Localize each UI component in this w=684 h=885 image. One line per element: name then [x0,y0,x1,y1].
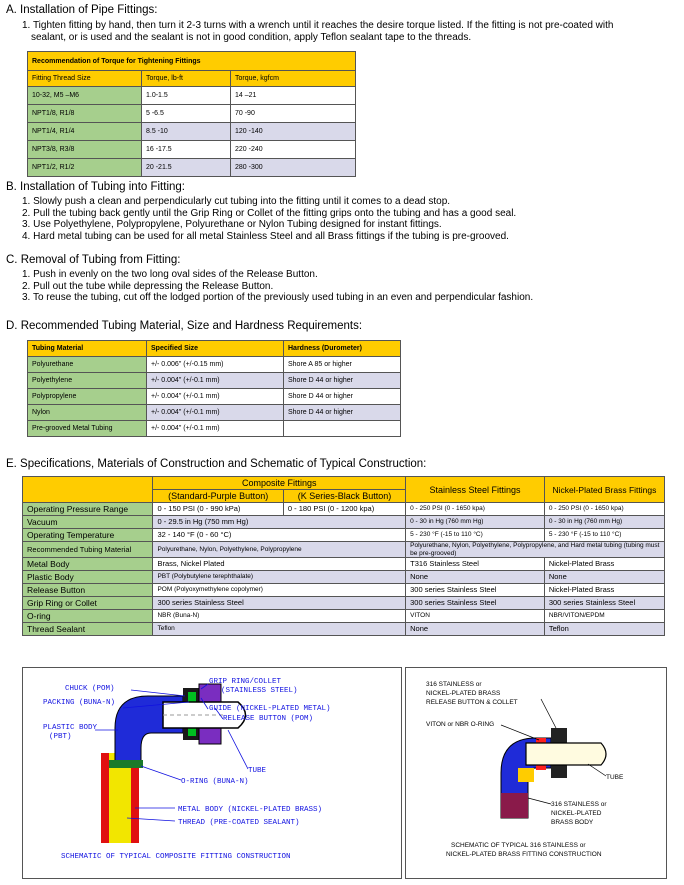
section-a-text [22,20,613,43]
label-guide: GUIDE (NICKEL-PLATED METAL) [209,705,331,713]
table-cell: 280 -300 [231,159,356,177]
table-row [28,123,356,141]
table-cell: 300 series Stainless Steel [406,584,545,597]
table-cell: Shore A 85 or higher [284,357,401,373]
label-body-1: 316 STAINLESS or [551,801,607,808]
body-thread-shape [501,793,528,818]
table-cell: Nickel-Plated Brass [544,558,664,571]
section-a-line-1: 1. Tighten fitting by hand, then turn it 2-3 turns with a wrench until it reaches the desire torque listed. If the fitting is not pre-coated with [22,20,614,31]
table-cell: +/- 0.004" (+/-0.1 mm) [147,421,284,437]
table-cell [284,421,401,437]
section-b-list [22,196,516,242]
table-cell: 5 - 230 °F (-15 to 110 °C) [406,529,545,542]
table-row [23,584,665,597]
section-e-heading: E. Specifications, Materials of Construction and Schematic of Typical Construction: [6,458,427,470]
table-cell: 120 -140 [231,123,356,141]
label-body-3: BRASS BODY [551,819,594,826]
table-cell: Teflon [544,623,664,636]
label-chuck: CHUCK (POM) [65,685,115,693]
table-row [28,105,356,123]
table-cell: Shore D 44 or higher [284,405,401,421]
torque-col-header: Torque, lb-ft [142,71,231,87]
metal-fitting-diagram [405,667,667,879]
table-row [23,610,665,623]
list-item: 1. Slowly push a clean and perpendicularly cut tubing into the fitting until it comes to a dead stop. [22,196,451,207]
table-cell: Brass, Nickel Plated [153,558,406,571]
table-row [23,558,665,571]
label-plastic-pbt: (PBT) [49,733,72,741]
label-tube: TUBE [606,774,624,781]
table-cell: PBT (Polybutylene terephthalate) [153,571,406,584]
label-oring: O-RING (BUNA-N) [181,778,249,786]
stainless-header: Stainless Steel Fittings [406,477,545,503]
table-row [28,159,356,177]
table-cell: VITON [406,610,545,623]
table-cell: NBR (Buna-N) [153,610,406,623]
table-cell: T316 Stainless Steel [406,558,545,571]
section-c-heading: C. Removal of Tubing from Fitting: [6,254,181,266]
tubing-col-header: Tubing Material [28,341,147,357]
list-item: 4. Hard metal tubing can be used for all metal Stainless Steel and all Brass fittings if the tubing is pre-grooved. [22,230,509,242]
row-label: Operating Pressure Range [23,503,153,516]
table-cell: 300 series Stainless Steel [153,597,406,610]
table-row [28,87,356,105]
label-top-3: RELEASE BUTTON & COLLET [426,699,518,706]
table-cell: NBR/VITON/EPDM [544,610,664,623]
row-label: Release Button [23,584,153,597]
row-label: Grip Ring or Collet [23,597,153,610]
table-cell: Polyurethane, Nylon, Polyethylene, Polypropylene [153,542,406,558]
table-cell: 220 -240 [231,141,356,159]
table-cell: None [406,571,545,584]
section-c-list [22,269,533,304]
table-row [28,141,356,159]
table-row [23,623,665,636]
label-metal-body: METAL BODY (NICKEL-PLATED BRASS) [178,806,323,814]
label-top-2: NICKEL-PLATED BRASS [426,690,501,697]
row-label: Plastic Body [23,571,153,584]
label-tube: TUBE [248,767,267,775]
row-label: O-ring [23,610,153,623]
tubing-table [27,340,401,437]
label-release-button: RELEASE BUTTON (POM) [223,715,314,723]
metal-fitting-schematic [406,668,666,878]
torque-table [27,51,356,177]
table-cell: 10-32, M5 –M6 [28,87,142,105]
table-cell: Nylon [28,405,147,421]
table-cell: 300 series Stainless Steel [406,597,545,610]
table-row [23,529,665,542]
tubing-col-header: Specified Size [147,341,284,357]
table-cell: 1.0-1.5 [142,87,231,105]
table-cell: Shore D 44 or higher [284,373,401,389]
table-cell: 8.5 -10 [142,123,231,141]
table-cell: +/- 0.004" (+/-0.1 mm) [147,389,284,405]
list-item: 2. Pull the tubing back gently until the Grip Ring or Collet of the fitting grips onto the tubing and has a good seal. [22,207,517,219]
table-cell: 0 - 30 in Hg (760 mm Hg) [406,516,545,529]
table-row [28,389,401,405]
table-cell: 300 series Stainless Steel [544,597,664,610]
table-row [28,405,401,421]
specs-table [22,476,665,636]
table-cell: Polypropylene [28,389,147,405]
label-viton: VITON or NBR O-RING [426,721,495,728]
table-cell: 20 -21.5 [142,159,231,177]
table-cell: 32 - 140 °F (0 - 60 °C) [153,529,406,542]
composite-fitting-schematic [23,668,401,878]
table-cell: None [406,623,545,636]
kseries-header: (K Series-Black Button) [283,490,405,503]
table-cell: +/- 0.004" (+/-0.1 mm) [147,373,284,389]
caption-line-1: SCHEMATIC OF TYPICAL 316 STAINLESS or [451,842,586,849]
table-cell: +/- 0.004" (+/-0.1 mm) [147,405,284,421]
standard-header: (Standard-Purple Button) [153,490,283,503]
table-cell: Nickel-Plated Brass [544,584,664,597]
table-cell: NPT1/8, R1/8 [28,105,142,123]
table-cell: 5 - 230 °F (-15 to 110 °C) [544,529,664,542]
row-label: Recommended Tubing Material [23,542,153,558]
table-cell: 0 - 180 PSI (0 - 1200 kpa) [283,503,405,516]
table-row [28,421,401,437]
specs-corner [23,477,153,503]
label-thread: THREAD (PRE-COATED SEALANT) [178,819,300,827]
nickel-header: Nickel-Plated Brass Fittings [544,477,664,503]
row-label: Thread Sealant [23,623,153,636]
label-packing: PACKING (BUNA-N) [43,699,116,707]
table-cell: +/- 0.006" (+/-0.15 mm) [147,357,284,373]
table-row [23,542,665,558]
table-cell: Shore D 44 or higher [284,389,401,405]
table-cell: 14 –21 [231,87,356,105]
section-b-heading: B. Installation of Tubing into Fitting: [6,181,185,193]
table-cell: NPT1/2, R1/2 [28,159,142,177]
table-cell: NPT1/4, R1/4 [28,123,142,141]
tubing-col-header: Hardness (Durometer) [284,341,401,357]
packing-shape [188,692,196,702]
tube-shape [526,743,606,765]
label-top-1: 316 STAINLESS or [426,681,482,688]
list-item: 1. Push in evenly on the two long oval sides of the Release Button. [22,269,318,280]
label-plastic-body: PLASTIC BODY [43,724,98,732]
torque-table-title: Recommendation of Torque for Tightening Fittings [28,52,356,71]
table-cell: 70 -90 [231,105,356,123]
table-cell: 0 - 29.5 in Hg (750 mm Hg) [153,516,406,529]
table-cell: 0 - 250 PSI (0 - 1650 kpa) [544,503,664,516]
row-label: Vacuum [23,516,153,529]
table-cell: Polyethylene [28,373,147,389]
table-row [23,597,665,610]
tube-end-shape [518,768,534,782]
list-item: 3. To reuse the tubing, cut off the lodged portion of the previously used tubing in an even and perpendicular fashion. [22,292,534,304]
table-cell: Teflon [153,623,406,636]
table-cell: 5 -6.5 [142,105,231,123]
table-row [23,571,665,584]
table-row [23,516,665,529]
table-cell: 0 - 150 PSI (0 - 990 kPa) [153,503,283,516]
table-cell: Polyurethane [28,357,147,373]
composite-fitting-diagram [22,667,402,879]
table-cell: 16 -17.5 [142,141,231,159]
composite-header: Composite Fittings [153,477,406,490]
torque-col-header: Fitting Thread Size [28,71,142,87]
torque-col-header: Torque, kgfcm [231,71,356,87]
label-grip-material: (STAINLESS STEEL) [221,687,298,695]
table-cell: None [544,571,664,584]
table-cell: 0 - 30 in Hg (760 mm Hg) [544,516,664,529]
list-item: 2. Pull out the tube while depressing the Release Button. [22,280,274,292]
label-body-2: NICKEL-PLATED [551,810,602,817]
section-a-heading: A. Installation of Pipe Fittings: [6,4,158,16]
table-row [23,503,665,516]
caption-line-2: NICKEL-PLATED BRASS FITTING CONSTRUCTION [446,851,602,858]
composite-schematic-caption: SCHEMATIC OF TYPICAL COMPOSITE FITTING CONSTRUCTION [61,853,291,861]
row-label: Metal Body [23,558,153,571]
row-label: Operating Temperature [23,529,153,542]
label-grip-ring: GRIP RING/COLLET [209,678,282,686]
oring-shape [109,760,143,768]
table-cell: Pre-grooved Metal Tubing [28,421,147,437]
table-cell: NPT3/8, R3/8 [28,141,142,159]
table-cell: 0 - 250 PSI (0 - 1650 kpa) [406,503,545,516]
section-a-line-2: sealant, or is used and the sealant is not in good condition, apply Teflon sealant tape to the threads. [31,31,472,43]
section-d-heading: D. Recommended Tubing Material, Size and Hardness Requirements: [6,320,363,332]
table-row [28,373,401,389]
list-item: 3. Use Polyethylene, Polypropylene, Polyurethane or Nylon Tubing designed for instant fittings. [22,219,442,231]
table-row [28,357,401,373]
table-cell: POM (Polyoxymethylene copolymer) [153,584,406,597]
table-cell: Polyurethane, Nylon, Polyethylene, Polypropylene, and Hard metal tubing (tubing must be pre-grooved) [406,542,665,558]
